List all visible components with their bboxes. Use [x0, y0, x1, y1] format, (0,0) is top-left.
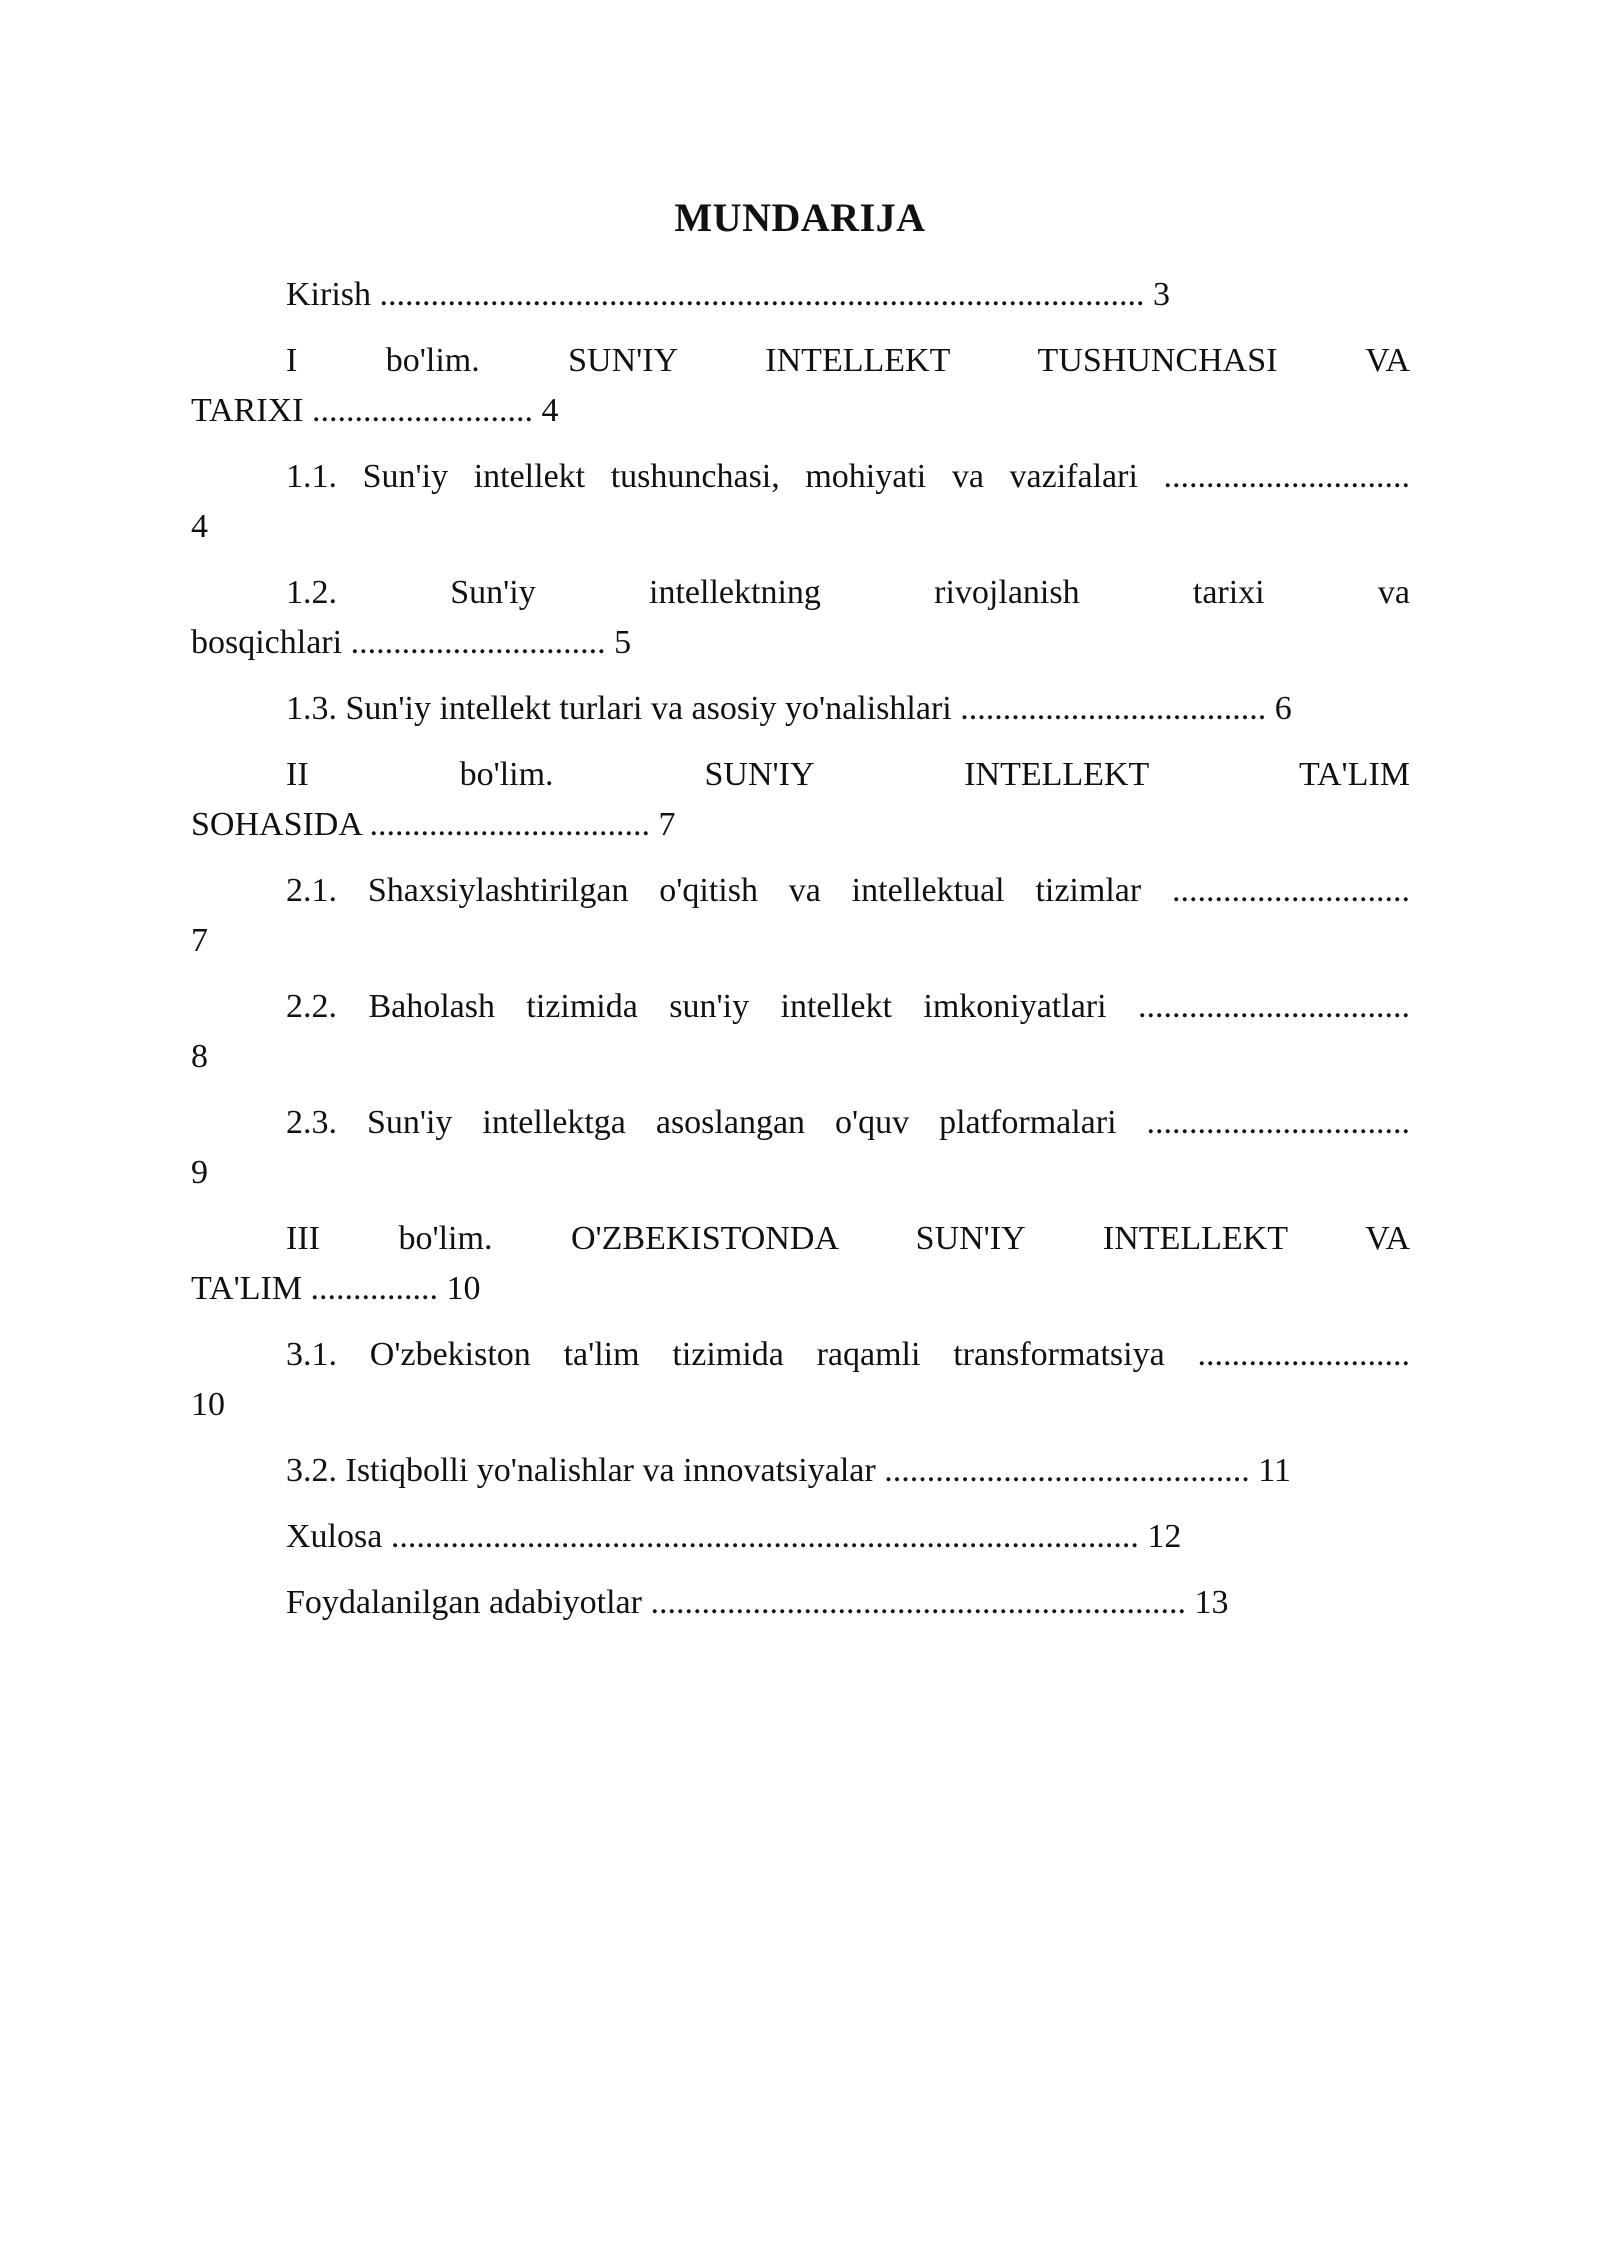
toc-entry-page: 3	[1144, 276, 1170, 313]
toc-entry-text: 1.2. Sun'iy intellektning rivojlanish tarixi va	[286, 574, 1410, 611]
toc-entry-text: 1.3. Sun'iy intellekt turlari va asosiy yo'nalishlari .................................... 6	[286, 690, 1292, 727]
toc-entry-text: Foydalanilgan adabiyotlar ............................................................... 13	[286, 1584, 1229, 1621]
toc-entry-1-1[interactable]	[191, 452, 1410, 552]
toc-entry-xulosa[interactable]	[191, 1512, 1410, 1562]
toc-entry-page: 9	[191, 1154, 208, 1191]
toc-entry-bolim-3[interactable]	[191, 1214, 1410, 1314]
toc-entry-text: 3.2. Istiqbolli yo'nalishlar va innovatsiyalar ........................................... 11	[286, 1452, 1291, 1489]
toc-entry-text: 1.1. Sun'iy intellekt tushunchasi, mohiyati va vazifalari .............................	[286, 458, 1410, 495]
toc-entry-continuation: bosqichlari .............................. 5	[191, 624, 632, 661]
toc-entry-text: III bo'lim. O'ZBEKISTONDA SUN'IY INTELLEKT VA	[286, 1220, 1410, 1257]
toc-entry-2-2[interactable]	[191, 982, 1410, 1082]
toc-entry-bolim-2[interactable]	[191, 750, 1410, 850]
toc-entry-text: II bo'lim. SUN'IY INTELLEKT TA'LIM	[286, 756, 1410, 793]
toc-entry-3-1[interactable]	[191, 1330, 1410, 1430]
toc-entry-1-2[interactable]	[191, 568, 1410, 668]
toc-entry-3-2[interactable]	[191, 1446, 1410, 1496]
toc-entry-text: 3.1. O'zbekiston ta'lim tizimida raqamli transformatsiya .........................	[286, 1336, 1410, 1373]
toc-entry-text: 2.1. Shaxsiylashtirilgan o'qitish va intellektual tizimlar ............................	[286, 872, 1410, 909]
toc-entry-text: 2.3. Sun'iy intellektga asoslangan o'quv platformalari ...............................	[286, 1104, 1410, 1141]
toc-entry-page: 8	[191, 1038, 208, 1075]
toc-entry-adabiyotlar[interactable]	[191, 1578, 1410, 1628]
toc-entry-continuation: TARIXI .......................... 4	[191, 392, 559, 429]
toc-entry-kirish[interactable]	[191, 270, 1410, 320]
toc-entry-continuation: TA'LIM ............... 10	[191, 1270, 481, 1307]
page-title: MUNDARIJA	[674, 195, 926, 240]
toc-entry-text: I bo'lim. SUN'IY INTELLEKT TUSHUNCHASI VA	[286, 342, 1410, 379]
toc-entry-1-3[interactable]	[191, 684, 1410, 734]
toc-entry-2-3[interactable]	[191, 1098, 1410, 1198]
toc-entry-bolim-1[interactable]	[191, 336, 1410, 436]
toc-entry-text: Kirish ..........................................................................................	[286, 276, 1145, 313]
table-of-contents	[191, 270, 1410, 1628]
toc-entry-continuation: SOHASIDA ................................. 7	[191, 806, 676, 843]
toc-entry-page: 10	[191, 1386, 225, 1423]
toc-entry-page: 7	[191, 922, 208, 959]
toc-entry-text: 2.2. Baholash tizimida sun'iy intellekt imkoniyatlari ................................	[286, 988, 1410, 1025]
toc-entry-page: 4	[191, 508, 208, 545]
toc-entry-text: Xulosa ........................................................................................ 12	[286, 1518, 1182, 1555]
toc-entry-2-1[interactable]	[191, 866, 1410, 966]
